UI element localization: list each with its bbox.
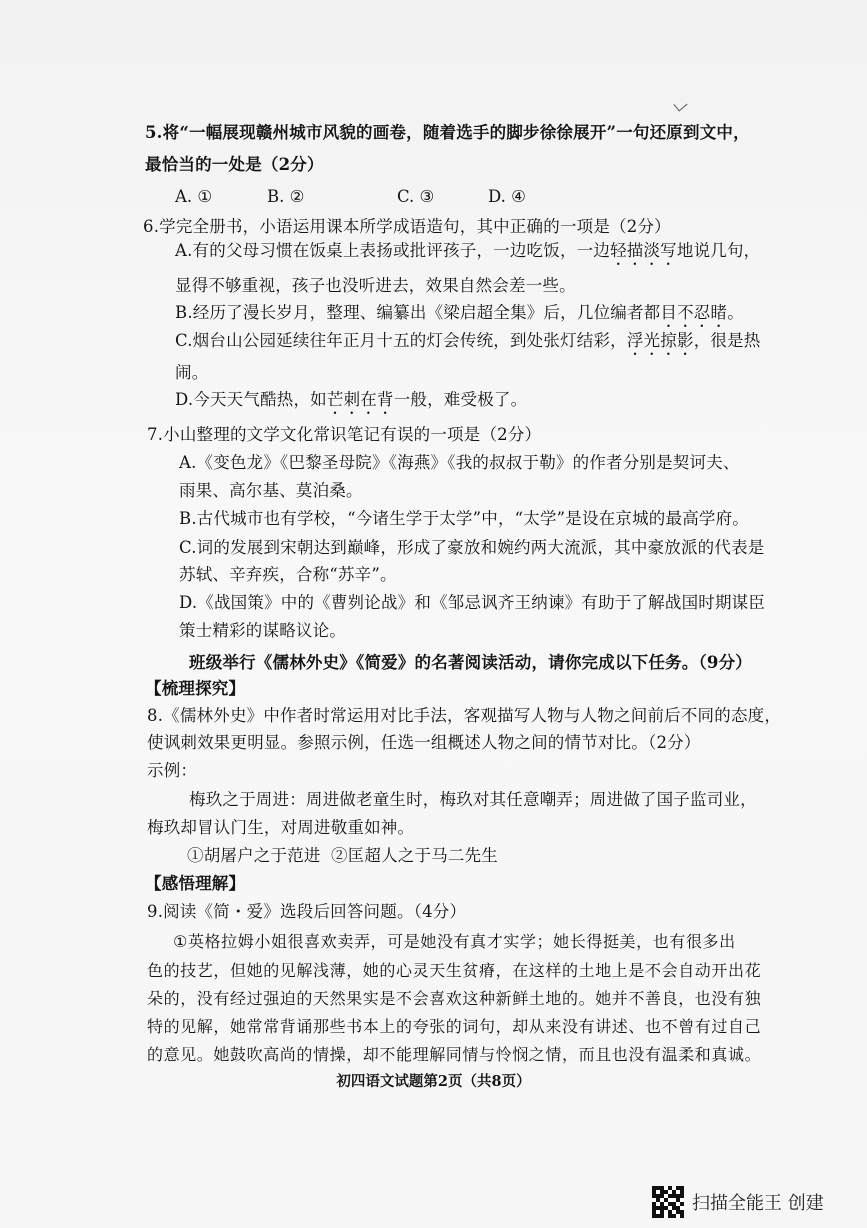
q6-option-c-line1 bbox=[175, 330, 761, 359]
q6-option-d bbox=[175, 389, 527, 418]
q6-c-text-end: ，很是热 bbox=[693, 331, 761, 350]
q6-a-text-end: 地说几句， bbox=[676, 241, 761, 260]
q7-option-a-line2: 雨果、高尔基、莫泊桑。 bbox=[179, 481, 363, 500]
q6-b-text-end: 。 bbox=[727, 303, 744, 322]
q7-option-c-line2: 苏轼、辛弃疾，合称“苏辛”。 bbox=[179, 565, 397, 584]
q8-example-line2: 梅玖却冒认门生，对周进敬重如神。 bbox=[147, 818, 415, 837]
q9-passage-line2: 色的技艺，但她的见解浅薄，她的心灵天生贫瘠，在这样的土地上是不会自动开出花 bbox=[147, 961, 762, 980]
q6-b-text: B.经历了漫长岁月，整理、编纂出《梁启超全集》后，几位编者都 bbox=[175, 303, 661, 322]
q5-option-a: A. ① bbox=[175, 187, 213, 206]
q6-option-c-line2: 闹。 bbox=[175, 363, 209, 382]
q6-option-a-line2: 显得不够重视，孩子也没听进去，效果自然会差一些。 bbox=[175, 276, 576, 295]
q6-a-idiom: 轻描淡写 bbox=[610, 241, 677, 260]
qr-code-icon bbox=[652, 1186, 684, 1218]
check-mark-icon bbox=[673, 98, 687, 112]
q6-d-idiom: 芒刺在背 bbox=[326, 390, 394, 409]
q8-example-label: 示例： bbox=[147, 761, 198, 780]
q5-option-c: C. ③ bbox=[397, 187, 435, 206]
page-footer: 初四语文试题第2页（共8页） bbox=[336, 1073, 531, 1090]
q6-b-idiom: 目不忍睹 bbox=[660, 303, 728, 322]
q6-option-a-line1 bbox=[175, 240, 760, 269]
q8-line2: 使讽刺效果更明显。参照示例，任选一组概述人物之间的情节对比。（2分） bbox=[147, 733, 701, 752]
q5-option-d: D. ④ bbox=[488, 187, 526, 206]
q6-d-text-end: 一般，难受极了。 bbox=[393, 390, 528, 409]
q9-passage-line1: ①英格拉姆小姐很喜欢卖弄，可是她没有真才实学；她长得挺美，也有很多出 bbox=[173, 932, 736, 951]
q9-stem: 9.阅读《简・爱》选段后回答问题。（4分） bbox=[147, 902, 467, 921]
q7-option-b: B.古代城市也有学校，“今诸生学于太学”中，“太学”是设在京城的最高学府。 bbox=[179, 509, 750, 528]
q5-line1: 5.将“一幅展现赣州城市风貌的画卷，随着选手的脚步徐徐展开”一句还原到文中， bbox=[145, 123, 750, 142]
q8-example-line1: 梅玖之于周进：周进做老童生时，梅玖对其任意嘲弄；周进做了国子监司业， bbox=[189, 790, 757, 809]
q6-d-text: D.今天天气酷热，如 bbox=[175, 390, 327, 409]
q5-option-b: B. ② bbox=[267, 187, 305, 206]
q8-line1: 8.《儒林外史》中作者时常运用对比手法，客观描写人物与人物之间前后不同的态度， bbox=[147, 706, 782, 725]
q9-passage-line3: 朵的，没有经过强迫的天然果实是不会喜欢这种新鲜土地的。她并不善良，也没有独 bbox=[147, 989, 762, 1008]
reading-task-intro: 班级举行《儒林外史》《简爱》的名著阅读活动，请你完成以下任务。（9分） bbox=[189, 653, 752, 672]
q7-option-d-line2: 策士精彩的谋略议论。 bbox=[179, 621, 346, 640]
q7-option-d-line1: D.《战国策》中的《曹刿论战》和《邹忌讽齐王纳谏》有助于了解战国时期谋臣 bbox=[179, 593, 766, 612]
q9-passage-line4: 特的见解，她常常背诵那些书本上的夸张的词句，却从来没有讲述、也不曾有过自己 bbox=[147, 1017, 762, 1036]
q9-passage-line5: 的意见。她鼓吹高尚的情操，却不能理解同情与怜悯之情，而且也没有温柔和真诚。 bbox=[147, 1045, 762, 1064]
q7-option-c-line1: C.词的发展到宋朝达到巅峰，形成了豪放和婉约两大流派，其中豪放派的代表是 bbox=[179, 538, 765, 557]
q6-stem: 6.学完全册书，小语运用课本所学成语造句，其中正确的一项是（2分） bbox=[143, 217, 671, 236]
scanner-watermark bbox=[652, 1186, 824, 1218]
q8-choice-2: ②匡超人之于马二先生 bbox=[331, 846, 498, 865]
q6-c-idiom: 浮光掠影 bbox=[626, 331, 694, 350]
q8-choice-1: ①胡屠户之于范进 bbox=[187, 846, 321, 865]
watermark-text: 扫描全能王 创建 bbox=[692, 1193, 824, 1214]
q5-line2: 最恰当的一处是（2分） bbox=[145, 155, 324, 174]
q6-a-text: A.有的父母习惯在饭桌上表扬或批评孩子，一边吃饭，一边 bbox=[175, 241, 611, 260]
section-heading-sort-explore: 【梳理探究】 bbox=[145, 679, 246, 698]
section-heading-understand: 【感悟理解】 bbox=[145, 874, 246, 893]
q6-option-b bbox=[175, 302, 744, 331]
q6-c-text: C.烟台山公园延续往年正月十五的灯会传统，到处张灯结彩， bbox=[175, 331, 627, 350]
q7-stem: 7.小山整理的文学文化常识笔记有误的一项是（2分） bbox=[147, 425, 542, 444]
q7-option-a-line1: A.《变色龙》《巴黎圣母院》《海燕》《我的叔叔于勒》的作者分别是契诃夫、 bbox=[179, 453, 740, 472]
